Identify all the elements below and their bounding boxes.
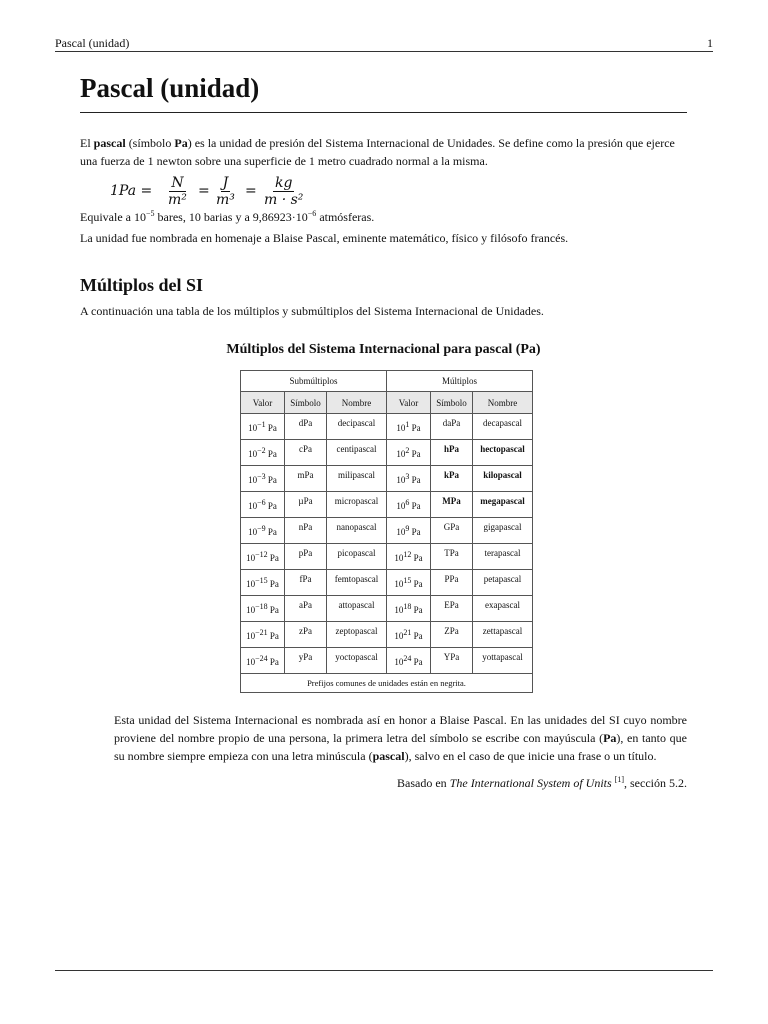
submultiple-value: $10^{-2}$ Pa <box>241 440 285 466</box>
unit: Pa <box>267 501 277 511</box>
multiple-value: $10^{15}$ Pa <box>387 570 431 596</box>
table-row <box>241 648 533 674</box>
unit: Pa <box>269 657 279 667</box>
unit: Pa <box>411 475 421 485</box>
formula-fraction-j <box>214 173 237 209</box>
multiple-name: gigapascal <box>473 518 533 544</box>
unit: Pa <box>267 449 277 459</box>
table-row <box>241 414 533 440</box>
multiple-value: $10^{24}$ Pa <box>387 648 431 674</box>
unit: Pa <box>413 631 423 641</box>
multiple-name: megapascal <box>473 492 533 518</box>
submultiple-value: $10^{-3}$ Pa <box>241 466 285 492</box>
section-heading: Múltiplos del SI <box>80 275 204 295</box>
intro-text-2: (símbolo <box>125 136 175 150</box>
unit: Pa <box>411 527 421 537</box>
submultiple-value: $10^{-6}$ Pa <box>241 492 285 518</box>
submultiple-symbol: fPa <box>285 570 327 596</box>
exponent: 9 <box>405 524 410 533</box>
intro-text-3: ) es la unidad de presión del Sistema Internacional de Unidades. Se define como la presión que ejerce una fuerza de 1 newton sobre una superficie de 1 metro cuadrado normal a la misma. <box>80 136 675 168</box>
note-text-1: Esta unidad del Sistema Internacional es nombrada así en honor a Blaise Pascal. En las unidades del SI cuyo nombre proviene del nombre propio de una persona, la primera letra del símbolo se escribe con mayúscula ( <box>114 713 687 745</box>
submultiple-symbol: zPa <box>285 622 327 648</box>
submultiple-name: nanopascal <box>327 518 387 544</box>
multiple-value: $10^2$ Pa <box>387 440 431 466</box>
exponent: 3 <box>405 472 410 481</box>
table-column-header <box>241 392 533 414</box>
unit: Pa <box>267 475 277 485</box>
running-header <box>55 36 713 51</box>
equiv-text-2: bares, 10 barias y a 9,86923·10 <box>154 210 308 224</box>
source-reference-link[interactable]: [1] <box>614 775 625 784</box>
submultiple-value: $10^{-21}$ Pa <box>241 622 285 648</box>
exponent: 2 <box>405 446 410 455</box>
source-text-1: Basado en <box>397 776 450 790</box>
header-rule <box>55 51 713 52</box>
unit: Pa <box>267 423 277 433</box>
col-simbolo: Símbolo <box>431 392 473 414</box>
multiple-name: yottapascal <box>473 648 533 674</box>
unit: Pa <box>269 605 279 615</box>
table-note-row <box>241 674 533 693</box>
multiple-symbol: kPa <box>431 466 473 492</box>
table-row <box>241 492 533 518</box>
page-title: Pascal (unidad) <box>80 72 687 113</box>
equiv-exponent-2: −6 <box>307 209 317 218</box>
submultiple-name: attopascal <box>327 596 387 622</box>
table-row <box>241 466 533 492</box>
multiple-name: petapascal <box>473 570 533 596</box>
named-paragraph: La unidad fue nombrada en homenaje a Blaise Pascal, eminente matemático, físico y filósofo francés. <box>80 231 569 245</box>
exponent: −9 <box>257 524 266 533</box>
submultiple-symbol: aPa <box>285 596 327 622</box>
formula-f3-num: kg <box>274 174 293 191</box>
equiv-text-1: Equivale a 10 <box>80 210 146 224</box>
unit: Pa <box>411 449 421 459</box>
submultiple-value: $10^{-15}$ Pa <box>241 570 285 596</box>
formula-f2-num: J <box>222 174 229 191</box>
multiple-value: $10^9$ Pa <box>387 518 431 544</box>
note-bold-pa: Pa <box>603 731 617 745</box>
submultiple-name: centipascal <box>327 440 387 466</box>
multiple-value: $10^1$ Pa <box>387 414 431 440</box>
intro-bold-pa: Pa <box>174 136 188 150</box>
multiple-value: $10^{21}$ Pa <box>387 622 431 648</box>
intro-bold-pascal: pascal <box>93 136 126 150</box>
unit: Pa <box>413 553 423 563</box>
col-valor: Valor <box>387 392 431 414</box>
submultiple-value: $10^{-12}$ Pa <box>241 544 285 570</box>
submultiple-symbol: pPa <box>285 544 327 570</box>
exponent: 18 <box>403 602 412 611</box>
note-bold-pascal: pascal <box>372 749 405 763</box>
unit: Pa <box>269 553 279 563</box>
unit: Pa <box>413 605 423 615</box>
submultiple-name: decipascal <box>327 414 387 440</box>
submultiple-name: zeptopascal <box>327 622 387 648</box>
multiple-name: hectopascal <box>473 440 533 466</box>
formula-fraction-kg <box>262 173 305 209</box>
source-text-2: , sección 5.2. <box>624 776 687 790</box>
exponent: 24 <box>403 654 412 663</box>
submultiple-symbol: yPa <box>285 648 327 674</box>
source-line <box>80 771 687 792</box>
submultiple-symbol: µPa <box>285 492 327 518</box>
pascal-formula <box>110 173 687 209</box>
multiple-symbol: TPa <box>431 544 473 570</box>
footer-rule <box>55 970 713 971</box>
formula-lhs: 1Pa = <box>110 183 153 199</box>
col-simbolo: Símbolo <box>285 392 327 414</box>
exponent: −3 <box>257 472 266 481</box>
submultiple-symbol: mPa <box>285 466 327 492</box>
multiple-symbol: EPa <box>431 596 473 622</box>
multiple-symbol: hPa <box>431 440 473 466</box>
submultiple-value: $10^{-1}$ Pa <box>241 414 285 440</box>
table-row <box>241 570 533 596</box>
table-caption: Múltiplos del Sistema Internacional para pascal (Pa) <box>226 342 541 357</box>
formula-f2-den: m³ <box>216 191 235 208</box>
unit: Pa <box>269 579 279 589</box>
multiple-value: $10^{18}$ Pa <box>387 596 431 622</box>
multiple-symbol: PPa <box>431 570 473 596</box>
multiple-name: zettapascal <box>473 622 533 648</box>
col-nombre: Nombre <box>327 392 387 414</box>
note-text-3: ), salvo en el caso de que inicie una frase o un título. <box>404 749 657 763</box>
submultiple-name: micropascal <box>327 492 387 518</box>
exponent: −18 <box>255 602 268 611</box>
submultiple-name: picopascal <box>327 544 387 570</box>
exponent: 15 <box>403 576 412 585</box>
submultiple-value: $10^{-9}$ Pa <box>241 518 285 544</box>
unit: Pa <box>411 501 421 511</box>
submultiple-symbol: cPa <box>285 440 327 466</box>
multiple-name: exapascal <box>473 596 533 622</box>
exponent: −2 <box>257 446 266 455</box>
col-nombre: Nombre <box>473 392 533 414</box>
section-intro: A continuación una tabla de los múltiplos y submúltiplos del Sistema Internacional de Unidades. <box>80 304 544 318</box>
submultiple-name: femtopascal <box>327 570 387 596</box>
formula-eq-2: = <box>245 183 257 199</box>
multiple-name: terapascal <box>473 544 533 570</box>
submultiple-symbol: nPa <box>285 518 327 544</box>
submultiple-value: $10^{-18}$ Pa <box>241 596 285 622</box>
unit: Pa <box>413 579 423 589</box>
exponent: −12 <box>255 550 268 559</box>
formula-f1-den: m² <box>168 191 187 208</box>
submultiple-value: $10^{-24}$ Pa <box>241 648 285 674</box>
table-row <box>241 518 533 544</box>
multiple-symbol: MPa <box>431 492 473 518</box>
multiple-name: kilopascal <box>473 466 533 492</box>
unit: Pa <box>413 657 423 667</box>
unit: Pa <box>267 527 277 537</box>
equiv-text-3: atmósferas. <box>316 210 375 224</box>
multiple-symbol: ZPa <box>431 622 473 648</box>
formula-eq-1: = <box>198 183 210 199</box>
table-note: Prefijos comunes de unidades están en negrita. <box>241 674 533 693</box>
multiple-value: $10^{12}$ Pa <box>387 544 431 570</box>
multiple-value: $10^6$ Pa <box>387 492 431 518</box>
page-number: 1 <box>707 36 713 50</box>
table-row <box>241 596 533 622</box>
exponent: −6 <box>257 498 266 507</box>
exponent: 6 <box>405 498 410 507</box>
running-title: Pascal (unidad) <box>55 36 130 50</box>
group-multiplos: Múltiplos <box>387 371 533 392</box>
source-book-title: The International System of Units <box>449 776 612 790</box>
multiple-symbol: GPa <box>431 518 473 544</box>
col-valor: Valor <box>241 392 285 414</box>
exponent: −1 <box>257 420 266 429</box>
submultiple-name: yoctopascal <box>327 648 387 674</box>
group-submultiplos: Submúltiplos <box>241 371 387 392</box>
exponent: 21 <box>403 628 412 637</box>
formula-f3-den: m · s² <box>264 191 304 208</box>
multiple-symbol: daPa <box>431 414 473 440</box>
table-row <box>241 440 533 466</box>
exponent: −24 <box>255 654 268 663</box>
table-body <box>241 414 533 674</box>
note-text-2: ), en tanto que su nombre siempre empieza con una letra minúscula ( <box>114 731 687 763</box>
unit: Pa <box>411 423 421 433</box>
table-group-header <box>241 371 533 392</box>
intro-text-1: El <box>80 136 94 150</box>
submultiple-symbol: dPa <box>285 414 327 440</box>
table-row <box>241 544 533 570</box>
multiple-symbol: YPa <box>431 648 473 674</box>
article-content <box>80 72 687 792</box>
equiv-exponent-1: −5 <box>145 209 155 218</box>
formula-f1-num: N <box>171 174 184 191</box>
multiple-value: $10^3$ Pa <box>387 466 431 492</box>
exponent: 12 <box>403 550 412 559</box>
submultiple-name: milipascal <box>327 466 387 492</box>
exponent: −15 <box>255 576 268 585</box>
intro-paragraph <box>80 134 687 170</box>
unit: Pa <box>269 631 279 641</box>
table-row <box>241 622 533 648</box>
exponent: 1 <box>405 420 410 429</box>
formula-fraction-n <box>166 173 189 209</box>
prefix-table <box>240 370 533 693</box>
exponent: −21 <box>255 628 268 637</box>
multiple-name: decapascal <box>473 414 533 440</box>
note-paragraph <box>114 711 687 765</box>
